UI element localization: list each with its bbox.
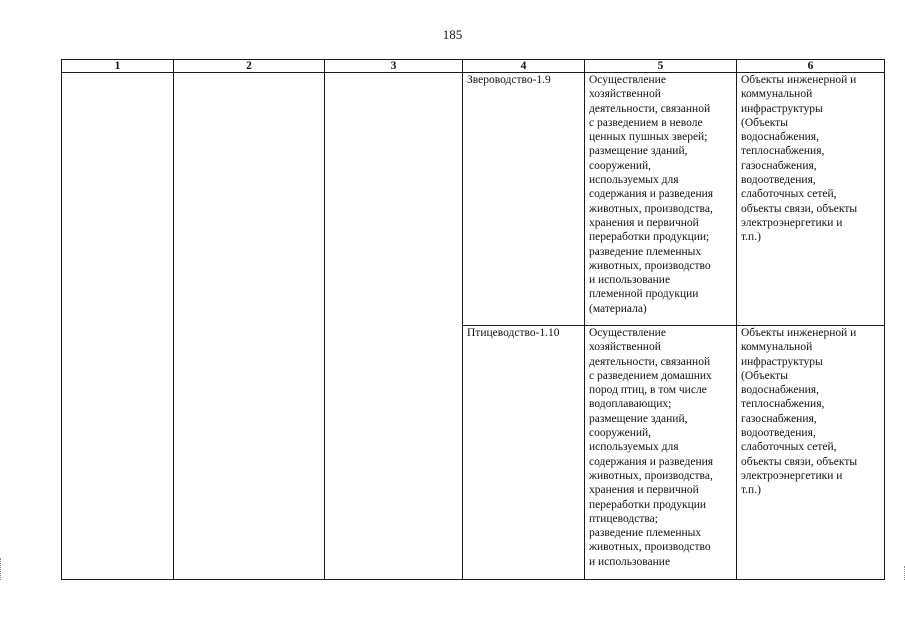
cell-auxiliary-objects xyxy=(737,73,885,326)
table-header-row xyxy=(62,60,885,73)
column-header-6: 6 xyxy=(737,60,885,73)
column-header-2: 2 xyxy=(174,60,325,73)
column-header-5: 5 xyxy=(585,60,737,73)
scan-edge-mark xyxy=(0,558,4,580)
cell-column-1 xyxy=(62,73,174,580)
column-header-3: 3 xyxy=(325,60,463,73)
land-use-type-text: Птицеводство-1.10 xyxy=(467,327,560,339)
cell-column-2 xyxy=(174,73,325,580)
table-row-fur-farming xyxy=(62,73,885,326)
land-use-table xyxy=(61,59,885,580)
cell-land-use-type xyxy=(463,73,585,326)
column-header-1: 1 xyxy=(62,60,174,73)
cell-description xyxy=(585,73,737,326)
scan-edge-mark xyxy=(901,566,905,580)
cell-column-3 xyxy=(325,73,463,580)
auxiliary-objects-text: Объекты инженерной и коммунальной инфраструктуры (Объекты водоснабжения, теплоснабжения, газоснабжения, водоотведения, слаботочных сетей, объекты связи, объекты электроэнергетики и т.п.) xyxy=(741,327,858,497)
description-text: Осуществление хозяйственной деятельности, связанной с разведением в неволе ценных пушных зверей; размещение зданий, сооружений, используемых для содержания и разведения животных, производства, хранения и первичной переработки продукции; разведение племенных животных, производство и использование племенной продукции (материала) xyxy=(589,74,714,315)
cell-auxiliary-objects xyxy=(737,326,885,580)
description-text: Осуществление хозяйственной деятельности, связанной с разведением домашних пород птиц, в том числе водоплавающих; размещение зданий, сооружений, используемых для содержания и разведения животных, производства, хранения и первичной переработки продукции птицеводства; разведение племенных животных, производство и использование xyxy=(589,327,714,568)
cell-description xyxy=(585,326,737,580)
cell-land-use-type xyxy=(463,326,585,580)
auxiliary-objects-text: Объекты инженерной и коммунальной инфраструктуры (Объекты водоснабжения, теплоснабжения, газоснабжения, водоотведения, слаботочных сетей, объекты связи, объекты электроэнергетики и т.п.) xyxy=(741,74,858,244)
column-header-4: 4 xyxy=(463,60,585,73)
land-use-type-text: Звероводство-1.9 xyxy=(467,74,551,86)
page-number: 185 xyxy=(442,27,463,42)
